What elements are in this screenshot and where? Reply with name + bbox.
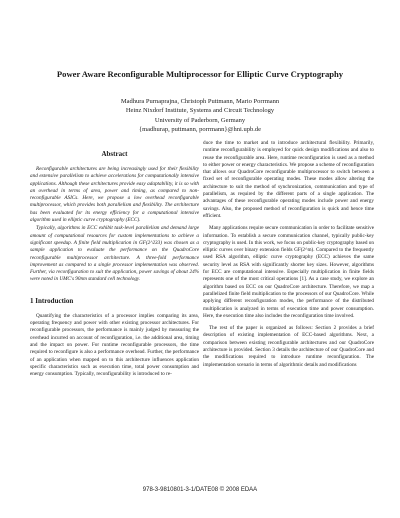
affiliation-university: University of Paderborn, Germany <box>154 116 246 124</box>
introduction-paragraph-1: Quantifying the characteristics of a processor implies comparing its area, operating frequency and power with other existing processor architectures. For reconfigurable processors, the performance is mainly judged by measuring the overhead incurred on account of reconfiguration, i.e. the additional area, timing and the impact on power. For runtime reconfigurable processors, the time required to reconfigure is also a performance overhead. Further, the performance of an application when mapped on to this architecture influences application specific characteristics such as execution time, total power consumption and energy consumption. Typically, reconfigurability is introduced to re- <box>30 312 199 378</box>
right-column <box>203 140 374 369</box>
author-names: Madhura Purnaprajna, Christoph Puttmann, Mario Porrmann <box>120 98 280 105</box>
copyright-footer: 978-3-9810801-3-1/DATE08 © 2008 EDAA <box>142 487 258 493</box>
right-paragraph-1: duce the time to market and to introduce architectural flexibility. Primarily, runtime reconfigurability is employed for quick design modifications and also to reuse the reconfigurable area. Here, runtime reconfiguration is used as a method to either power or energy characteristics. We propose a scheme of reconfiguration that allows our QuadroCore reconfigurable multiprocessor to switch between a fixed set of reconfigurable operating modes. These modes allow altering the architecture to suit the method of synchronization, communication and type of parallelism, as required by the different parts of a single application. The advantages of these reconfigurable operating modes include power and energy savings. Also, the proposed method of reconfiguration is quick and hence time efficient. <box>203 140 374 219</box>
abstract-paragraph-1: Reconfigurable architectures are being increasingly used for their flexibility and extensive parallelism to achieve accelerations for computationally intensive applications. Although these architectures provide easy adaptability, it is so with an overhead in terms of area, power and timing, as compared to non-reconfigurable ASICs. Here, we propose a low overhead reconfigurable multiprocessor, which provides both parallelism and flexibility. The architecture has been evaluated for its energy efficiency for a computational intensive algorithm used in elliptic curve cryptography (ECC). <box>30 166 199 224</box>
abstract-heading: Abstract <box>101 150 128 158</box>
affiliation-institute: Heinz Nixdorf Institute, Systems and Circuit Technology <box>125 107 275 115</box>
right-paragraph-2: Many applications require secure communication in order to facilitate sensitive information. To establish a secure communication channel, typically public-key cryptography is used. In this work, we focus on public-key cryptography based on elliptic curves over binary extension fields GF(2^m). Compared to the frequently used RSA algorithm, elliptic curve cryptography (ECC) achieves the same security level as RSA with significantly shorter key sizes. However, algorithms for ECC are computational intensive. Especially multiplication in finite fields represents one of the most critical operations [1]. As a case study, we explore an algorithm based on ECC on our QuadroCore architecture. Therefore, we map a parallelized finite field multiplication to the processors of our QuadroCore. While applying different reconfiguration modes, the performance of the distributed multiplication is analyzed in terms of execution time and power consumption. Here, the execution time also includes the reconfiguration time involved. <box>203 225 374 319</box>
author-emails: {madhurap, puttmann, porrmann}@hni.upb.de <box>139 126 261 134</box>
abstract-paragraph-2: Typically, algorithms in ECC exhibit task-level parallelism and demand large amount of computational resources for custom implementations to achieve a significant speedup. A finite field multiplication in GF(2^233) was chosen as a sample application to evaluate the performance on the QuadroCore reconfigurable multiprocessor architecture. A three-fold performance improvement as compared to a single processor implementation was observed. Further, via reconfiguration to suit the application, power savings of about 24% were noted in UMC's 90nm standard cell technology. <box>30 225 199 283</box>
abstract-body <box>30 166 199 284</box>
paper-title: Power Aware Reconfigurable Multiprocessor for Elliptic Curve Cryptography <box>56 69 344 79</box>
introduction-heading: 1 Introduction <box>30 296 74 305</box>
right-paragraph-3: The rest of the paper is organized as follows: Section 2 provides a brief description of existing implementation of ECC-based algorithms. Next, a comparison between existing reconfigurable architectures and our QuadroCore architecture is provided. Section 3 details the architecture of our QuadroCore and the modifications required to introduce runtime reconfiguration. The implementation scenario in terms of algorithmic details and modifications <box>203 325 374 368</box>
author-block <box>40 97 360 135</box>
left-column <box>30 150 199 378</box>
introduction-body <box>30 313 199 379</box>
